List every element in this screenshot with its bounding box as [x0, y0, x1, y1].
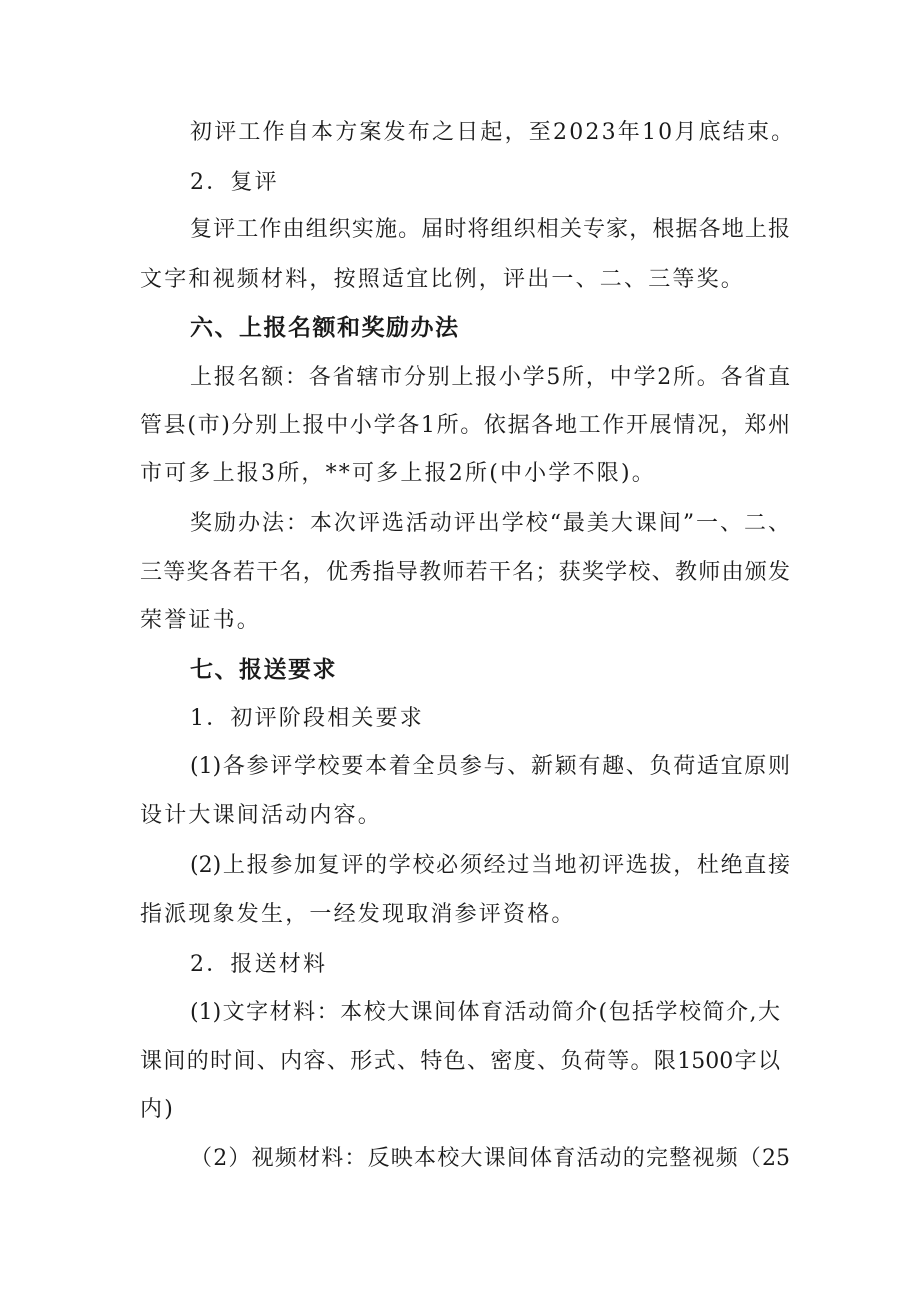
- paragraph-line: 奖励办法：本次评选活动评出学校“最美大课间”一、二、: [190, 511, 790, 536]
- paragraph-line: （2）视频材料：反映本校大课间体育活动的完整视频（25: [190, 1146, 790, 1171]
- section-heading: 七、报送要求: [190, 657, 337, 683]
- subsection-title: 2．报送材料: [190, 952, 328, 977]
- paragraph-line: (2)上报参加复评的学校必须经过当地初评选拔，杜绝直接: [190, 853, 790, 878]
- paragraph-line: 市可多上报3所，**可多上报2所(中小学不限)。: [140, 461, 656, 486]
- paragraph-line: 指派现象发生，一经发现取消参评资格。: [140, 902, 576, 927]
- paragraph-line: 管县(市)分别上报中小学各1所。依据各地工作开展情况，郑州: [140, 413, 790, 438]
- subsection-title: 1．初评阶段相关要求: [190, 706, 424, 731]
- subsection-title: 2．复评: [190, 170, 279, 195]
- paragraph-line: 初评工作自本方案发布之日起，至2023年10月底结束。: [190, 120, 796, 145]
- paragraph-line: 三等奖各若干名，优秀指导教师若干名；获奖学校、教师由颁发: [140, 560, 790, 585]
- paragraph-line: (1)文字材料：本校大课间体育活动简介(包括学校简介,大: [190, 1000, 780, 1025]
- paragraph-line: 课间的时间、内容、形式、特色、密度、负荷等。限1500字以: [140, 1049, 780, 1074]
- paragraph-line: 文字和视频材料，按照适宜比例，评出一、二、三等奖。: [140, 267, 746, 292]
- paragraph-line: 上报名额：各省辖市分别上报小学5所，中学2所。各省直: [190, 365, 790, 390]
- paragraph-line: (1)各参评学校要本着全员参与、新颖有趣、负荷适宜原则: [190, 754, 790, 779]
- section-heading: 六、上报名额和奖励办法: [190, 315, 460, 341]
- paragraph-line: 内): [140, 1097, 175, 1122]
- paragraph-line: 设计大课间活动内容。: [140, 803, 383, 828]
- paragraph-line: 复评工作由组织实施。届时将组织相关专家，根据各地上报: [190, 217, 790, 242]
- paragraph-line: 荣誉证书。: [140, 608, 262, 633]
